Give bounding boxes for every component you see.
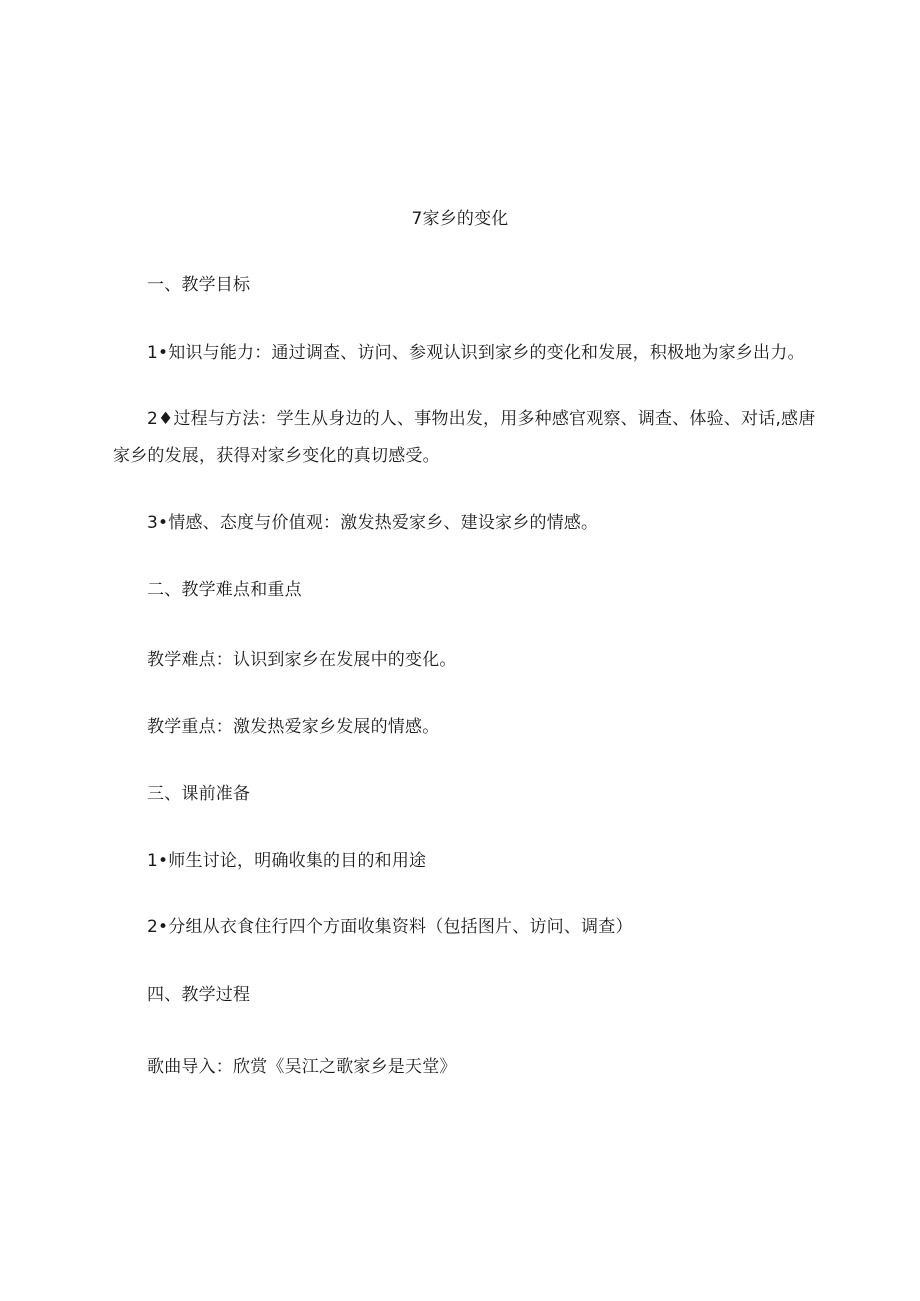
- objective-emotion: 3•情感、态度与价值观：激发热爱家乡、建设家乡的情感。: [147, 513, 599, 533]
- process-song-intro: 歌曲导入：欣赏《吴江之歌家乡是天堂》: [147, 1057, 457, 1077]
- page-title: 7家乡的变化: [411, 209, 509, 229]
- teaching-key-point: 教学重点：激发热爱家乡发展的情感。: [147, 717, 440, 737]
- section-heading-objectives: 一、教学目标: [147, 275, 251, 295]
- preparation-item-1: 1•师生讨论，明确收集的目的和用途: [147, 851, 427, 871]
- objective-process-line1: 2♦过程与方法：学生从身边的人、事物出发，用多种感官观察、调查、体验、对话,感唐: [147, 409, 816, 429]
- section-heading-preparation: 三、课前准备: [147, 784, 251, 804]
- objective-knowledge: 1•知识与能力：通过调查、访问、参观认识到家乡的变化和发展，积极地为家乡出力。: [147, 343, 805, 363]
- preparation-item-2: 2•分组从衣食住行四个方面收集资料（包括图片、访问、调查）: [147, 917, 633, 937]
- section-heading-difficulty: 二、教学难点和重点: [147, 580, 302, 600]
- section-heading-process: 四、教学过程: [147, 985, 251, 1005]
- objective-process-line2: 家乡的发展，获得对家乡变化的真切感受。: [113, 446, 440, 466]
- teaching-difficulty: 教学难点：认识到家乡在发展中的变化。: [147, 650, 457, 670]
